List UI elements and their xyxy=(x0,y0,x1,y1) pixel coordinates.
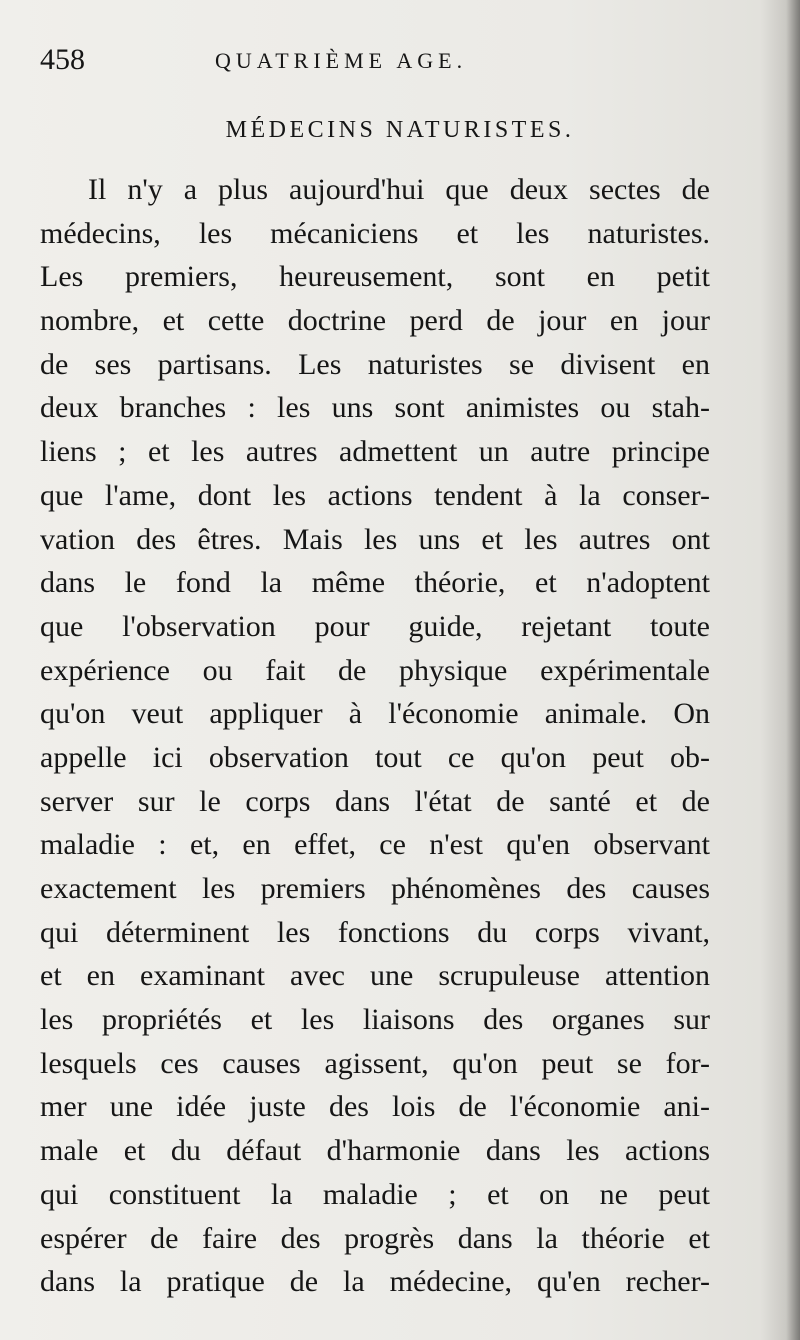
text-line: liens ; et les autres admettent un autre principe xyxy=(40,435,710,469)
text-line: qui constituent la maladie ; et on ne peut xyxy=(40,1177,710,1211)
text-line: mer une idée juste des lois de l'économie ani- xyxy=(40,1090,710,1124)
text-line: dans le fond la même théorie, et n'adoptent xyxy=(40,566,710,600)
page-number: 458 xyxy=(40,43,85,76)
text-line: server sur le corps dans l'état de santé et de xyxy=(40,784,710,818)
running-head xyxy=(0,40,800,80)
text-line: espérer de faire des progrès dans la théorie et xyxy=(40,1221,710,1255)
text-line: médecins, les mécaniciens et les naturistes. xyxy=(40,216,710,250)
text-line: de ses partisans. Les naturistes se divisent en xyxy=(40,347,710,381)
text-line: Il n'y a plus aujourd'hui que deux sectes de xyxy=(88,173,710,206)
page-edge-shadow xyxy=(786,0,800,1340)
text-line: appelle ici observation tout ce qu'on peut ob- xyxy=(40,740,710,774)
text-line: que l'ame, dont les actions tendent à la conser- xyxy=(40,478,710,512)
text-line: lesquels ces causes agissent, qu'on peut se for- xyxy=(40,1046,710,1080)
text-line: qui déterminent les fonctions du corps vivant, xyxy=(40,915,710,949)
text-line: Les premiers, heureusement, sont en petit xyxy=(40,260,710,294)
text-line: male et du défaut d'harmonie dans les actions xyxy=(40,1134,710,1168)
text-line: qu'on veut appliquer à l'économie animale. On xyxy=(40,697,710,731)
text-line: que l'observation pour guide, rejetant toute xyxy=(40,609,710,643)
body-paragraph xyxy=(40,168,710,1304)
text-line: les propriétés et les liaisons des organes sur xyxy=(40,1003,710,1037)
text-line: expérience ou fait de physique expérimentale xyxy=(40,653,710,687)
text-line: dans la pratique de la médecine, qu'en recher- xyxy=(40,1265,710,1299)
section-title: MÉDECINS NATURISTES. xyxy=(225,117,575,143)
running-title: QUATRIÈME AGE. xyxy=(215,48,468,73)
text-line: deux branches : les uns sont animistes ou stah- xyxy=(40,391,710,425)
text-line: et en examinant avec une scrupuleuse attention xyxy=(40,959,710,993)
text-line: nombre, et cette doctrine perd de jour en jour xyxy=(40,304,710,338)
text-line: maladie : et, en effet, ce n'est qu'en observant xyxy=(40,828,710,862)
text-line: exactement les premiers phénomènes des causes xyxy=(40,872,710,905)
text-line: vation des êtres. Mais les uns et les autres ont xyxy=(40,522,710,556)
